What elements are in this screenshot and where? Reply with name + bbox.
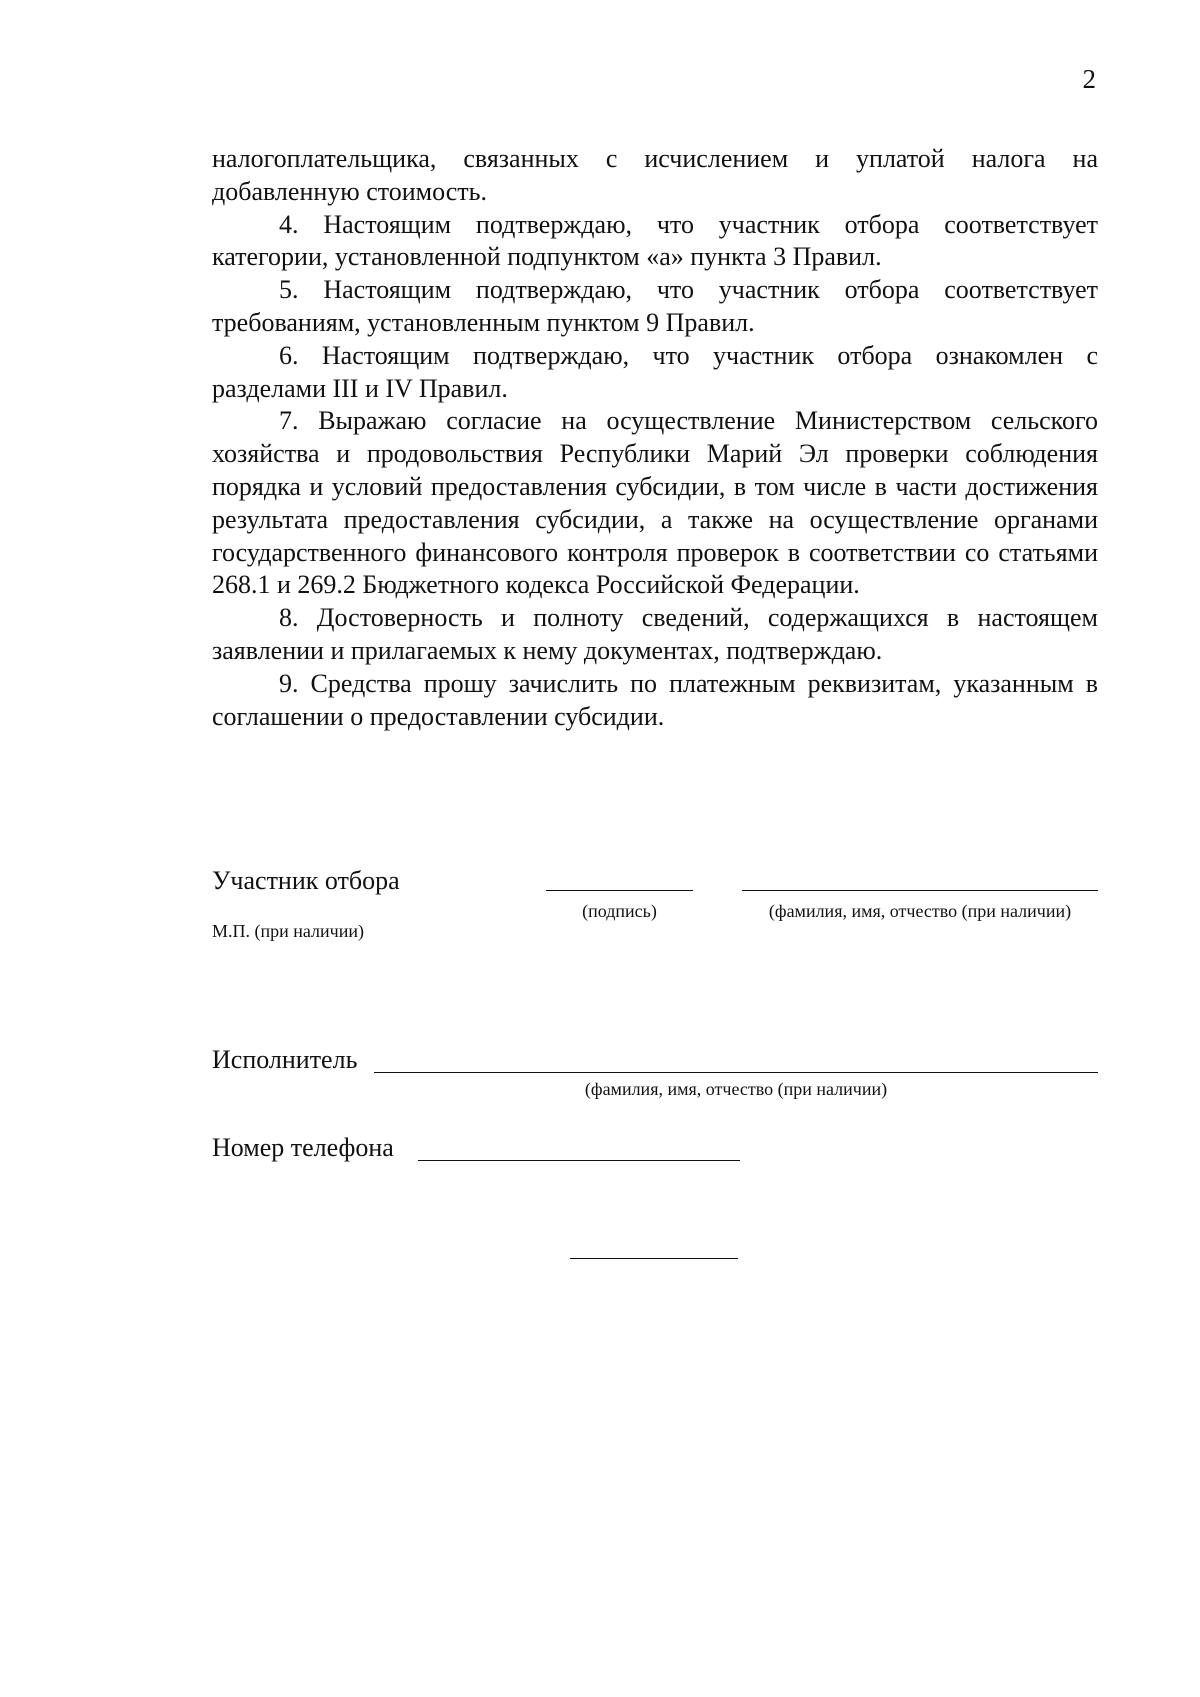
participant-name-line[interactable] [742, 890, 1098, 891]
paragraph-item-7: 7. Выражаю согласие на осуществление Министерством сельского хозяйства и продовольствия Республики Марий Эл проверки соблюдения порядка и условий предоставления субсидии, в том числе в части достижения результата предоставления субсидии, а также на осуществление органами государственного финансового контроля проверок в соответствии со статьями 268.1 и 269.2 Бюджетного кодекса Российской Федерации. [212, 406, 1098, 600]
executor-label: Исполнитель [212, 1045, 358, 1074]
phone-label: Номер телефона [212, 1133, 394, 1162]
signature-line[interactable] [546, 890, 693, 891]
page-number: 2 [1082, 64, 1096, 94]
paragraph-item-5: 5. Настоящим подтверждаю, что участник отбора соответствует требованиям, установленным пунктом 9 Правил. [212, 275, 1098, 337]
end-of-document-rule [570, 1258, 738, 1259]
executor-name-caption: (фамилия, имя, отчество (при наличии) [584, 1079, 888, 1099]
document-body [212, 143, 1098, 733]
paragraph-item-4: 4. Настоящим подтверждаю, что участник отбора соответствует категории, установленной подпунктом «а» пункта 3 Правил. [212, 209, 1098, 272]
signature-caption: (подпись) [582, 901, 657, 921]
seal-note: М.П. (при наличии) [212, 921, 364, 941]
paragraph-item-8: 8. Достоверность и полноту сведений, содержащихся в настоящем заявлении и прилагаемых к нему документах, подтверждаю. [212, 603, 1098, 665]
participant-label: Участник отбора [212, 866, 400, 895]
phone-line[interactable] [418, 1160, 740, 1161]
paragraph-continuation: налогоплательщика, связанных с исчислением и уплатой налога на добавленную стоимость. [212, 144, 1098, 206]
paragraph-item-9: 9. Средства прошу зачислить по платежным реквизитам, указанным в соглашении о предоставлении субсидии. [212, 668, 1098, 731]
executor-name-line[interactable] [374, 1072, 1098, 1073]
paragraph-item-6: 6. Настоящим подтверждаю, что участник отбора ознакомлен с разделами III и IV Правил. [212, 340, 1098, 403]
participant-name-caption: (фамилия, имя, отчество (при наличии) [768, 901, 1072, 921]
